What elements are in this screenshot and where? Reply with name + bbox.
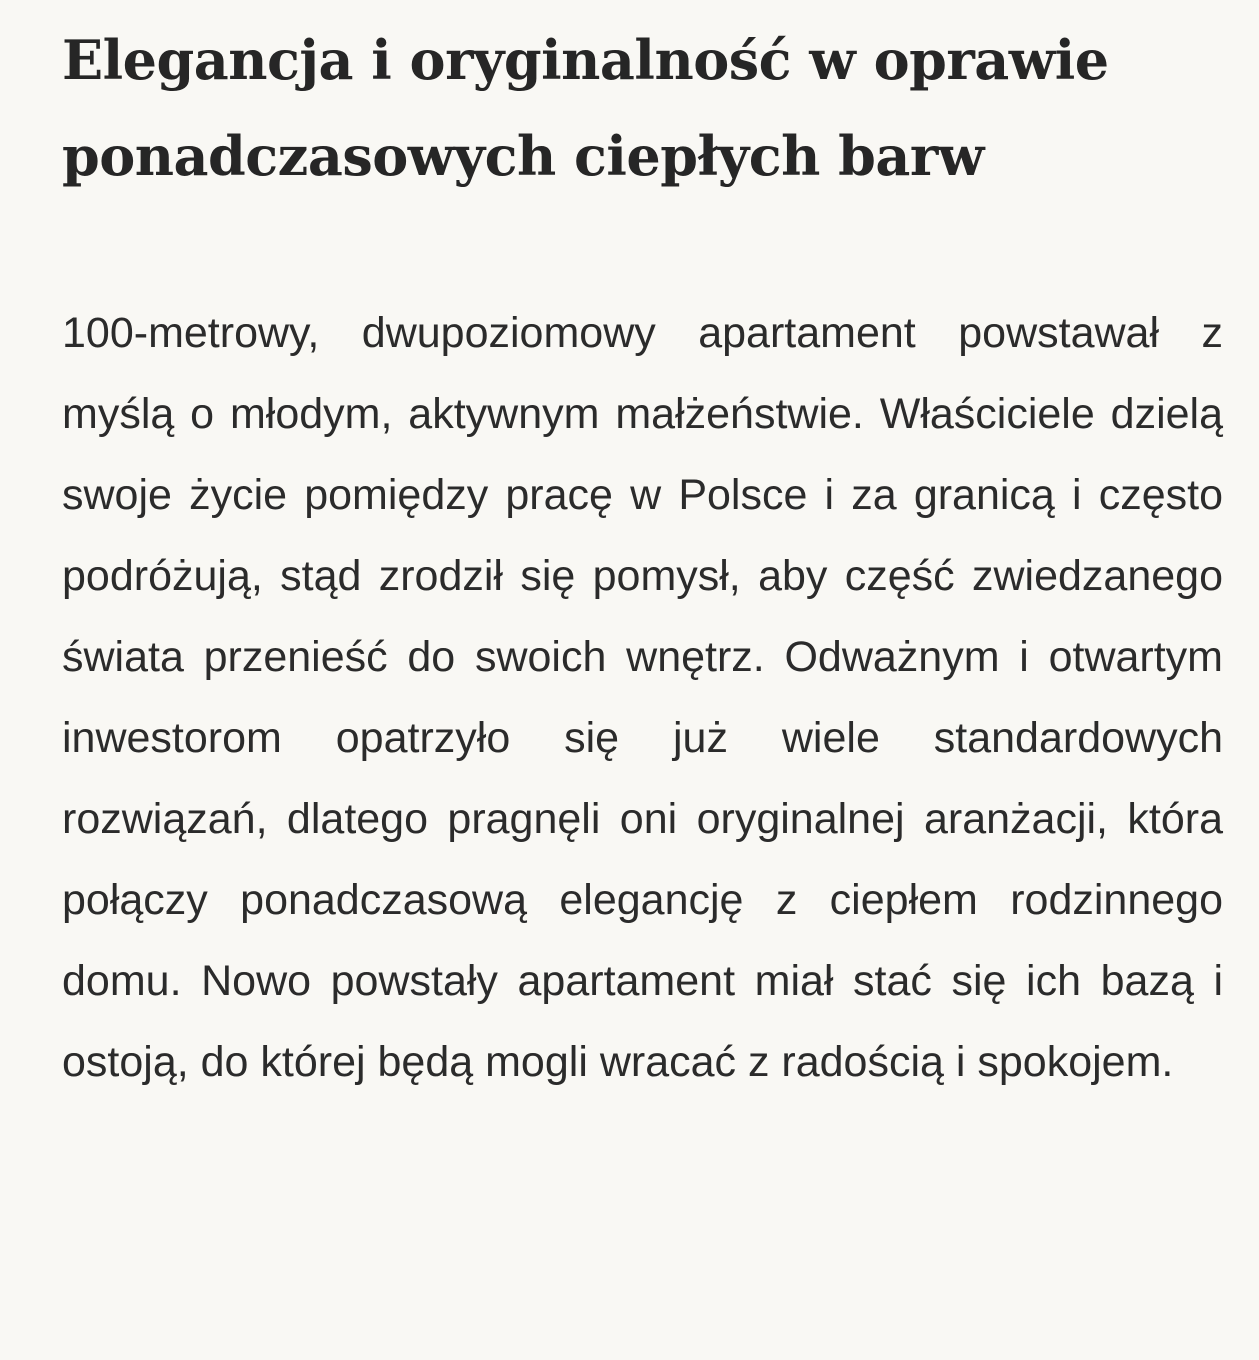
article xyxy=(62,0,1223,1103)
article-paragraph: 100-metrowy, dwupoziomowy apartament powstawał z myślą o młodym, aktywnym małżeństwie. Właściciele dzielą swoje życie pomiędzy pracę w Polsce i za granicą i często podróżują, stąd zrodził się pomysł, aby część zwiedzanego świata przenieść do swoich wnętrz. Odważnym i otwartym inwestorom opatrzyło się już wiele standardowych rozwiązań, dlatego pragnęli oni oryginalnej aranżacji, która połączy ponadczasową elegancję z ciepłem rodzinnego domu. Nowo powstały apartament miał stać się ich bazą i ostoją, do której będą mogli wracać z radością i spokojem. xyxy=(62,309,1223,1086)
article-title: Elegancja i oryginalność w oprawie ponadczasowych ciepłych barw xyxy=(62,28,1109,188)
